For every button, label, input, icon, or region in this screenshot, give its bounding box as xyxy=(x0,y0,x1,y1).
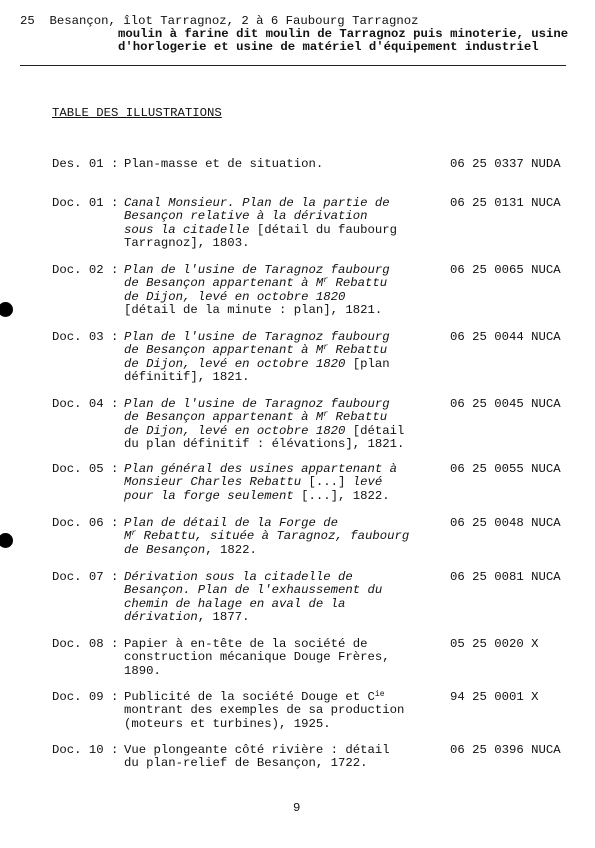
text-run: Plan de détail de la Forge de xyxy=(124,516,339,530)
entry-reference: 06 25 0337 NUDA xyxy=(450,157,561,171)
text-run: de Besançon xyxy=(124,542,206,557)
text-run: Canal Monsieur. Plan de la partie de xyxy=(124,196,390,210)
entry-description xyxy=(124,197,414,251)
entry-description-line xyxy=(124,544,414,557)
text-run: chemin de halage en aval de la xyxy=(124,596,346,611)
superscript: r xyxy=(323,410,329,420)
text-run: sous la citadelle xyxy=(124,222,250,237)
entry-description xyxy=(124,463,414,503)
text-run: Rebattu xyxy=(328,343,388,358)
entry-description xyxy=(124,331,414,385)
entry-description xyxy=(124,744,414,771)
header-location: 25 Besançon, îlot Tarragnoz, 2 à 6 Faubourg Tarragnoz xyxy=(20,14,419,28)
entry-label: Des. 01 : xyxy=(52,157,119,171)
entry-description-line xyxy=(124,210,414,223)
text-run: Dérivation sous la citadelle de xyxy=(124,570,353,584)
text-run: levé xyxy=(352,475,383,490)
entry-description xyxy=(124,398,414,452)
entry-description-line xyxy=(124,691,414,704)
entry-description-line xyxy=(124,291,414,304)
entry-label: Doc. 02 : xyxy=(52,263,119,277)
entry-description-line xyxy=(124,611,414,624)
text-run: [...] xyxy=(301,475,353,490)
entry-description xyxy=(124,158,414,171)
entry-label: Doc. 09 : xyxy=(52,690,119,704)
entry-description xyxy=(124,264,414,318)
entry-label: Doc. 01 : xyxy=(52,196,119,210)
text-run: du plan-relief de Besançon, 1722. xyxy=(124,756,368,771)
text-run: Besançon. Plan de l'exhaussement du xyxy=(124,583,383,598)
entry-description-line xyxy=(124,237,414,250)
superscript: r xyxy=(131,529,137,539)
superscript: ie xyxy=(374,690,385,699)
text-run: [détail de la minute : plan], 1821. xyxy=(124,303,383,318)
entry-description-line xyxy=(124,571,414,584)
entry-description-line xyxy=(124,197,414,210)
entry-description-line xyxy=(124,331,414,344)
entry-description xyxy=(124,571,414,625)
entry-description-line xyxy=(124,476,414,489)
entry-description-line xyxy=(124,438,414,451)
punch-hole-bottom xyxy=(0,533,13,548)
entry-description xyxy=(124,517,414,557)
entry-description-line xyxy=(124,651,414,664)
text-run: , 1822. xyxy=(205,542,257,557)
entry-description-line xyxy=(124,704,414,717)
entry-label: Doc. 07 : xyxy=(52,570,119,584)
entry-reference: 05 25 0020 X xyxy=(450,637,539,651)
entry-reference: 06 25 0131 NUCA xyxy=(450,196,561,210)
text-run: Papier à en-tête de la société de xyxy=(124,637,368,651)
entry-description-line xyxy=(124,463,414,476)
entry-description-line xyxy=(124,398,414,411)
entry-description-line xyxy=(124,304,414,317)
text-run: [plan xyxy=(345,356,390,371)
entry-reference: 06 25 0044 NUCA xyxy=(450,330,561,344)
entry-description-line xyxy=(124,744,414,757)
text-run: de Besançon appartenant à M xyxy=(124,276,324,291)
text-run: M xyxy=(124,529,132,544)
entry-label: Doc. 03 : xyxy=(52,330,119,344)
text-run: Publicité de la société Douge et C xyxy=(124,690,375,704)
text-run: Plan général des usines appartenant à xyxy=(124,462,398,476)
entry-description-line xyxy=(124,264,414,277)
text-run: construction mécanique Douge Frères, xyxy=(124,650,390,665)
text-run: Plan-masse et de situation. xyxy=(124,157,324,171)
entry-label: Doc. 04 : xyxy=(52,397,119,411)
entry-description-line xyxy=(124,158,414,171)
text-run: définitif], 1821. xyxy=(124,370,250,385)
entry-label: Doc. 06 : xyxy=(52,516,119,530)
entry-description-line xyxy=(124,490,414,503)
entry-description-line xyxy=(124,411,414,424)
text-run: , 1877. xyxy=(197,610,250,625)
text-run: [détail du faubourg xyxy=(249,222,398,237)
entry-reference: 06 25 0065 NUCA xyxy=(450,263,561,277)
entry-description-line xyxy=(124,665,414,678)
header-title-line1: moulin à farine dit moulin de Tarragnoz puis minoterie, usine xyxy=(118,27,569,41)
entry-reference: 06 25 0045 NUCA xyxy=(450,397,561,411)
entry-description-line xyxy=(124,598,414,611)
entry-description-line xyxy=(124,344,414,357)
entry-reference: 06 25 0055 NUCA xyxy=(450,462,561,476)
entry-description xyxy=(124,691,414,731)
text-run: dérivation xyxy=(124,610,198,625)
header-divider xyxy=(20,65,566,66)
entry-reference: 94 25 0001 X xyxy=(450,690,539,704)
text-run: de Dijon, levé en octobre 1820 xyxy=(124,289,346,304)
page-number: 9 xyxy=(293,801,301,815)
entry-description-line xyxy=(124,371,414,384)
text-run: Vue plongeante côté rivière : détail xyxy=(124,743,390,757)
entry-description-line xyxy=(124,358,414,371)
superscript: r xyxy=(323,276,329,286)
text-run: Plan de l'usine de Taragnoz faubourg xyxy=(124,397,390,411)
text-run: 1890. xyxy=(124,663,161,678)
text-run: de Besançon appartenant à M xyxy=(124,410,324,425)
entry-reference: 06 25 0396 NUCA xyxy=(450,743,561,757)
text-run: [...], 1822. xyxy=(293,488,390,503)
toc-title: TABLE DES ILLUSTRATIONS xyxy=(52,106,222,120)
text-run: montrant des exemples de sa production xyxy=(124,703,405,718)
entry-description-line xyxy=(124,517,414,530)
entry-reference: 06 25 0081 NUCA xyxy=(450,570,561,584)
entry-description-line xyxy=(124,584,414,597)
entry-description-line xyxy=(124,638,414,651)
entry-description-line xyxy=(124,277,414,290)
entry-reference: 06 25 0048 NUCA xyxy=(450,516,561,530)
punch-hole-top xyxy=(0,302,13,317)
text-run: Plan de l'usine de Taragnoz faubourg xyxy=(124,263,390,277)
text-run: Rebattu xyxy=(328,276,388,291)
entry-description-line xyxy=(124,757,414,770)
entry-label: Doc. 05 : xyxy=(52,462,119,476)
entry-description-line xyxy=(124,425,414,438)
entry-description-line xyxy=(124,224,414,237)
text-run: Tarragnoz], 1803. xyxy=(124,236,250,251)
text-run: (moteurs et turbines), 1925. xyxy=(124,716,331,731)
text-run: Besançon relative à la dérivation xyxy=(124,209,368,224)
entry-description xyxy=(124,638,414,678)
text-run: de Besançon appartenant à M xyxy=(124,343,324,358)
entry-label: Doc. 10 : xyxy=(52,743,119,757)
text-run: de Dijon, levé en octobre 1820 xyxy=(124,356,346,371)
text-run: pour la forge seulement xyxy=(124,488,294,503)
superscript: r xyxy=(323,343,329,353)
entry-label: Doc. 08 : xyxy=(52,637,119,651)
text-run: de Dijon, levé en octobre 1820 xyxy=(124,423,346,438)
text-run: Monsieur Charles Rebattu xyxy=(124,475,302,490)
entry-description-line xyxy=(124,530,414,543)
text-run: Plan de l'usine de Taragnoz faubourg xyxy=(124,330,390,344)
text-run: Rebattu, située à Taragnoz, faubourg xyxy=(136,529,410,544)
text-run: Rebattu xyxy=(328,410,388,425)
text-run: du plan définitif : élévations], 1821. xyxy=(124,437,405,452)
header-title-line2: d'horlogerie et usine de matériel d'équipement industriel xyxy=(118,40,539,54)
text-run: [détail xyxy=(345,423,405,438)
entry-description-line xyxy=(124,718,414,731)
